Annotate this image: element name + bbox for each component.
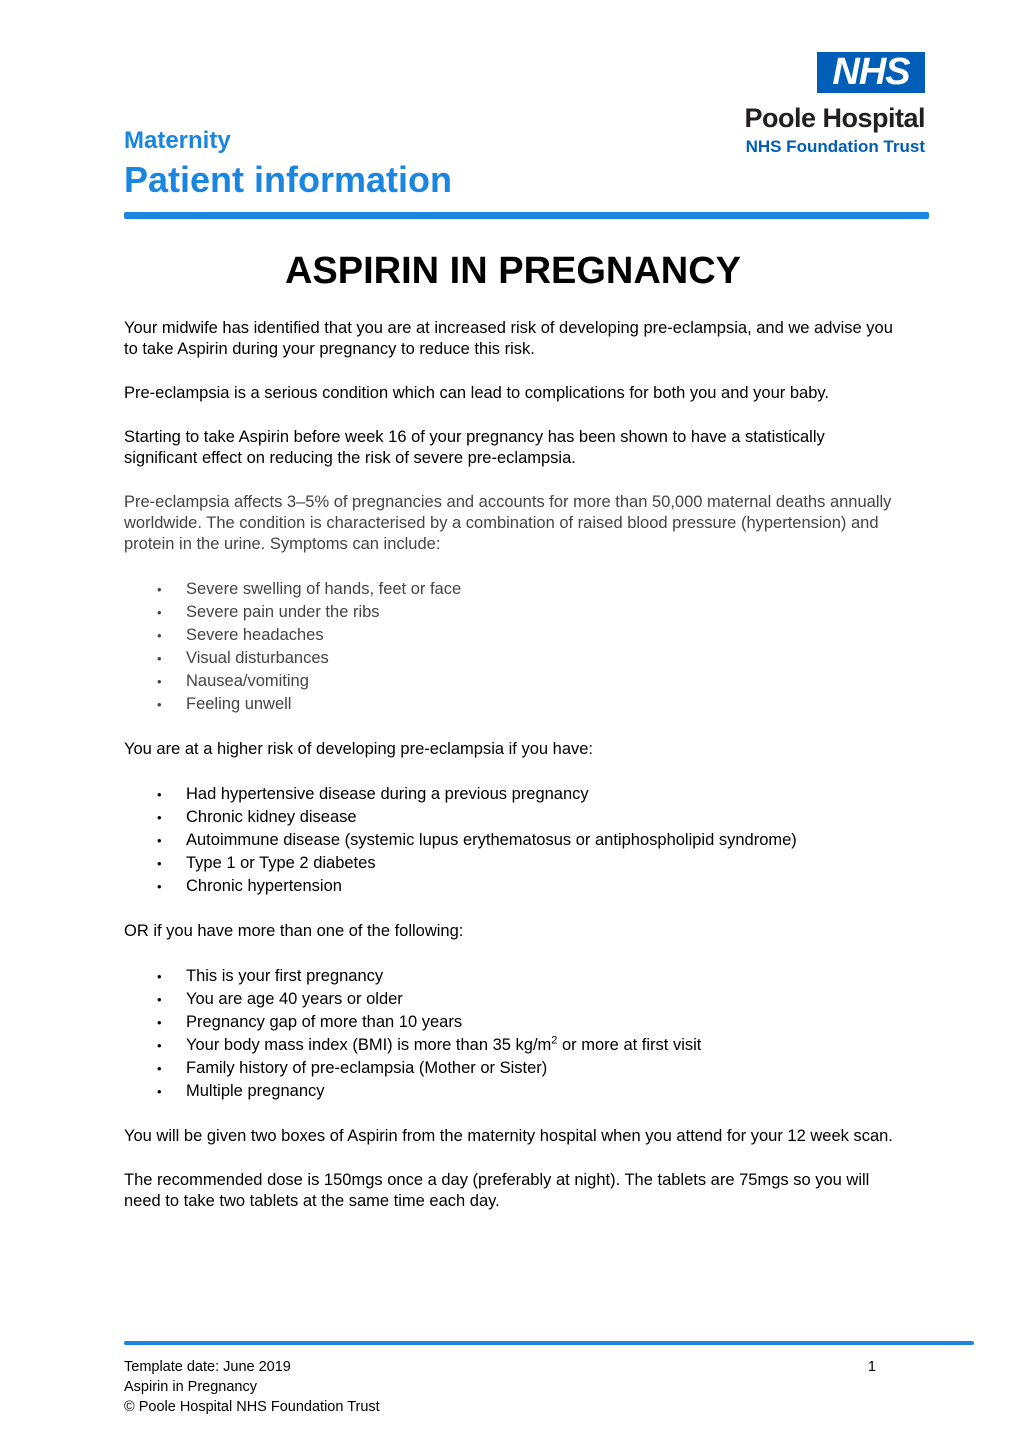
moderate-risk-list — [124, 965, 894, 1103]
high-risk-list — [124, 783, 894, 898]
bullet-icon: • — [157, 787, 162, 802]
list-item: • Chronic hypertension — [124, 875, 894, 898]
bullet-icon: • — [157, 833, 162, 848]
symptoms-list — [124, 578, 894, 716]
statistics-paragraph: Pre-eclampsia affects 3–5% of pregnancies and accounts for more than 50,000 maternal deaths annually worldwide. The condition is characterised by a combination of raised blood pressure (hypertension) and protein in the urine. Symptoms can include: — [124, 493, 892, 553]
bullet-icon: • — [157, 879, 162, 894]
dose-paragraph: The recommended dose is 150mgs once a day (preferably at night). The tablets are 75mgs so you will need to take two tablets at the same time each day. — [124, 1171, 870, 1210]
page-footer — [124, 1357, 876, 1417]
section-heading: Maternity — [124, 127, 231, 154]
superscript: 2 — [551, 1034, 558, 1047]
list-item: • Had hypertensive disease during a previous pregnancy — [124, 783, 894, 806]
bullet-icon: • — [157, 1038, 162, 1053]
condition-paragraph: Pre-eclampsia is a serious condition which can lead to complications for both you and your baby. — [124, 384, 829, 402]
nhs-logo — [705, 52, 925, 162]
bullet-icon: • — [157, 810, 162, 825]
list-item: • Visual disturbances — [124, 647, 894, 670]
bullet-icon: • — [157, 1061, 162, 1076]
list-item: • Family history of pre-eclampsia (Mother or Sister) — [124, 1057, 894, 1080]
timing-paragraph: Starting to take Aspirin before week 16 of your pregnancy has been shown to have a statistically significant effect on reducing the risk of severe pre-eclampsia. — [124, 428, 825, 467]
template-date: Template date: June 2019 — [124, 1359, 291, 1375]
bullet-icon: • — [157, 628, 162, 643]
nhs-logo-mark: NHS — [817, 52, 925, 93]
footer-doc-name: Aspirin in Pregnancy — [124, 1379, 257, 1395]
list-item: • This is your first pregnancy — [124, 965, 894, 988]
bullet-icon: • — [157, 1084, 162, 1099]
bullet-icon: • — [157, 605, 162, 620]
bullet-icon: • — [157, 969, 162, 984]
list-item: • Pregnancy gap of more than 10 years — [124, 1011, 894, 1034]
bullet-icon: • — [157, 582, 162, 597]
document-title: ASPIRIN IN PREGNANCY — [284, 250, 742, 292]
page-number: 1 — [867, 1359, 876, 1375]
hospital-name: Poole Hospital — [744, 103, 925, 133]
risk-intro: You are at a higher risk of developing pre-eclampsia if you have: — [124, 740, 594, 758]
bullet-icon: • — [157, 674, 162, 689]
or-intro: OR if you have more than one of the following: — [124, 922, 464, 940]
document-body — [124, 318, 894, 1212]
list-item: • Severe swelling of hands, feet or face — [124, 578, 894, 601]
list-item: • Severe headaches — [124, 624, 894, 647]
list-item: • Feeling unwell — [124, 693, 894, 716]
list-item: • Severe pain under the ribs — [124, 601, 894, 624]
list-item: • Multiple pregnancy — [124, 1080, 894, 1103]
list-item: • Autoimmune disease (systemic lupus erythematosus or antiphospholipid syndrome) — [124, 829, 894, 852]
bullet-icon: • — [157, 697, 162, 712]
footer-divider — [124, 1341, 974, 1345]
list-item: • Nausea/vomiting — [124, 670, 894, 693]
list-item: • Your body mass index (BMI) is more than 35 $kg/m^2$ or more at first visit — [124, 1034, 894, 1057]
footer-copyright: © Poole Hospital NHS Foundation Trust — [124, 1399, 380, 1415]
bullet-icon: • — [157, 992, 162, 1007]
bullet-icon: • — [157, 1015, 162, 1030]
trust-name: NHS Foundation Trust — [745, 137, 925, 156]
page-title: Patient information — [124, 159, 453, 200]
header-divider — [124, 212, 929, 219]
supply-paragraph: You will be given two boxes of Aspirin from the maternity hospital when you attend for your 12 week scan. — [124, 1127, 893, 1145]
list-item: • Chronic kidney disease — [124, 806, 894, 829]
intro-paragraph: Your midwife has identified that you are at increased risk of developing pre-eclampsia, and we advise you to take Aspirin during your pregnancy to reduce this risk. — [124, 319, 893, 358]
list-item: • Type 1 or Type 2 diabetes — [124, 852, 894, 875]
bullet-icon: • — [157, 856, 162, 871]
list-item: • You are age 40 years or older — [124, 988, 894, 1011]
bullet-icon: • — [157, 651, 162, 666]
